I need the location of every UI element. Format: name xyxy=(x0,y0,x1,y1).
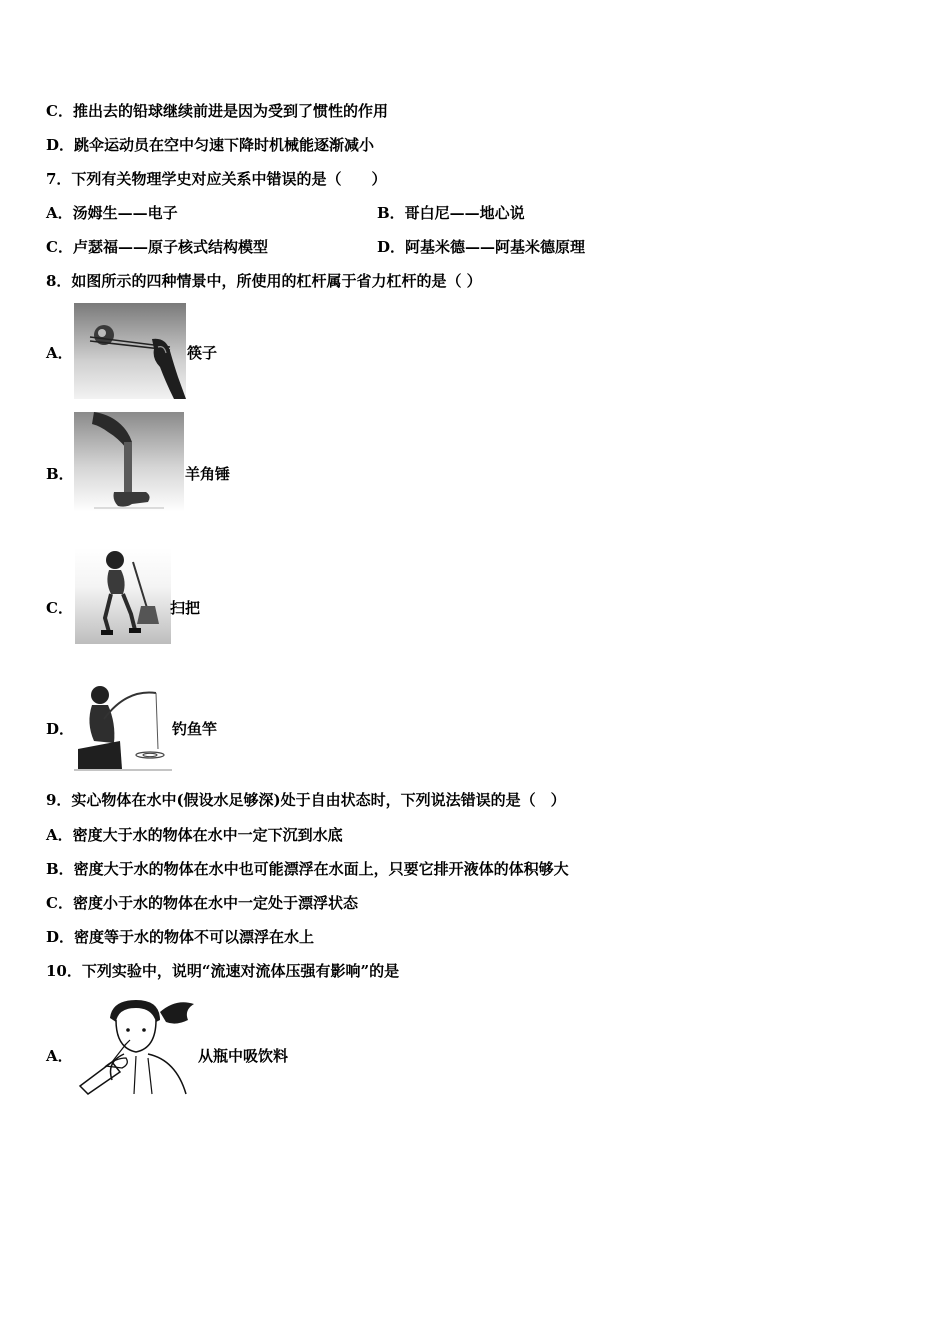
q7-stem: 7．下列有关物理学史对应关系中错误的是（ ） xyxy=(46,170,387,188)
q9-option-a: A．密度大于水的物体在水中一定下沉到水底 xyxy=(46,826,343,844)
q8-stem: 8．如图所示的四种情景中，所使用的杠杆属于省力杠杆的是（ ） xyxy=(46,272,482,290)
q10-option-a-letter: A． xyxy=(46,1047,73,1065)
claw-hammer-image xyxy=(74,412,184,512)
q9-option-d: D．密度等于水的物体不可以漂浮在水上 xyxy=(46,928,315,946)
q9-stem: 9．实心物体在水中(假设水足够深)处于自由状态时，下列说法错误的是（ ） xyxy=(46,791,566,809)
q8-option-b-caption: 羊角锤 xyxy=(185,465,231,483)
q8-option-a-letter: A． xyxy=(46,344,73,362)
fishing-rod-image xyxy=(74,679,172,771)
q8-option-c-letter: C． xyxy=(46,599,73,617)
q8-option-d-letter: D． xyxy=(46,720,75,738)
q8-option-c-caption: 扫把 xyxy=(170,599,201,617)
q7-option-a: A．汤姆生——电子 xyxy=(46,204,178,222)
q6-option-d: D．跳伞运动员在空中匀速下降时机械能逐渐减小 xyxy=(46,136,375,154)
broom-sweeping-image xyxy=(75,548,171,644)
girl-drinking-image xyxy=(76,996,198,1096)
q7-option-d: D．阿基米德——阿基米德原理 xyxy=(377,238,586,256)
q6-option-c: C．推出去的铅球继续前进是因为受到了惯性的作用 xyxy=(46,102,388,120)
q9-option-b: B．密度大于水的物体在水中也可能漂浮在水面上，只要它排开液体的体积够大 xyxy=(46,860,569,878)
q8-option-a-caption: 筷子 xyxy=(187,344,218,362)
q9-option-c: C．密度小于水的物体在水中一定处于漂浮状态 xyxy=(46,894,358,912)
q10-stem: 10．下列实验中，说明“流速对流体压强有影响”的是 xyxy=(46,962,400,980)
q10-option-a-caption: 从瓶中吸饮料 xyxy=(198,1047,289,1065)
q7-option-b: B．哥白尼——地心说 xyxy=(377,204,525,222)
chopsticks-image xyxy=(74,303,186,399)
q8-option-b-letter: B． xyxy=(46,465,74,483)
q8-option-d-caption: 钓鱼竿 xyxy=(172,720,218,738)
q7-option-c: C．卢瑟福——原子核式结构模型 xyxy=(46,238,268,256)
